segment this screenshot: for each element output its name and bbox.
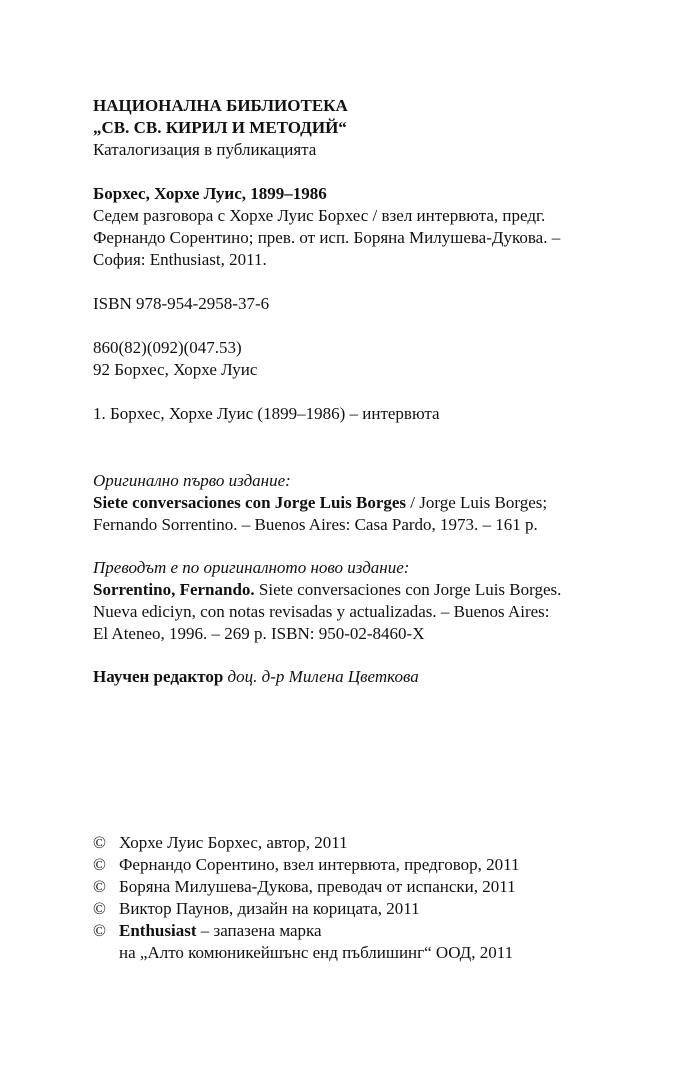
editor-label: Научен редактор bbox=[93, 667, 224, 686]
catalog-record bbox=[93, 183, 653, 271]
original-heading: Оригинално първо издание: bbox=[93, 471, 291, 490]
translation-heading: Преводът е по оригиналното ново издание: bbox=[93, 558, 410, 577]
translation-source bbox=[93, 557, 653, 645]
translation-line2: Nueva ediciyn, con notas revisadas y actualizadas. – Buenos Aires: bbox=[93, 602, 550, 621]
original-edition bbox=[93, 470, 653, 536]
library-name-line2: „СВ. СВ. КИРИЛ И МЕТОДИЙ“ bbox=[93, 118, 347, 137]
copyright-text: Фернандо Сорентино, взел интервюта, предговор, 2011 bbox=[119, 855, 520, 874]
original-line2: Fernando Sorrentino. – Buenos Aires: Casa Pardo, 1973. – 161 p. bbox=[93, 515, 538, 534]
record-desc-line1: Седем разговора с Хорхе Луис Борхес / взел интервюта, предг. bbox=[93, 206, 546, 225]
copyright-symbol: © bbox=[93, 833, 106, 852]
catalog-note: Каталогизация в публикацията bbox=[93, 140, 317, 159]
copyright-text: Боряна Милушева-Дукова, преводач от испански, 2011 bbox=[119, 877, 516, 896]
record-desc-line2: Фернандо Сорентино; прев. от исп. Боряна Милушева-Дукова. – bbox=[93, 228, 561, 247]
record-subject: 1. Борхес, Хорхе Луис (1899–1986) – интервюта bbox=[93, 404, 440, 423]
record-isbn: ISBN 978-954-2958-37-6 bbox=[93, 294, 270, 313]
copyright-text: Хорхе Луис Борхес, автор, 2011 bbox=[119, 833, 348, 852]
copyright-line bbox=[93, 898, 653, 920]
copyright-line bbox=[93, 876, 653, 898]
scientific-editor bbox=[93, 666, 653, 688]
translation-line1 bbox=[93, 579, 653, 601]
copyright-symbol: © bbox=[93, 899, 106, 918]
trademark-owner: на „Алто комюникейшънс енд пъблишинг“ ООД, 2011 bbox=[119, 943, 514, 962]
translation-line3: El Ateneo, 1996. – 269 p. ISBN: 950-02-8460-X bbox=[93, 624, 425, 643]
udc-line1: 860(82)(092)(047.53) bbox=[93, 338, 242, 357]
copyright-symbol: © bbox=[93, 921, 106, 940]
original-title: Siete conversaciones con Jorge Luis Borges bbox=[93, 493, 407, 512]
udc-block bbox=[93, 337, 653, 381]
editor-name: доц. д-р Милена Цветкова bbox=[223, 667, 419, 686]
record-desc-line3: София: Enthusiast, 2011. bbox=[93, 250, 267, 269]
original-title-rest: / Jorge Luis Borges; bbox=[406, 493, 548, 512]
copyright-line bbox=[93, 832, 653, 854]
trademark-name: Enthusiast bbox=[119, 921, 197, 940]
imprint-page bbox=[93, 95, 653, 688]
record-author: Борхес, Хорхе Луис, 1899–1986 bbox=[93, 184, 327, 203]
copyright-line bbox=[93, 854, 653, 876]
copyright-text: Виктор Паунов, дизайн на корицата, 2011 bbox=[119, 899, 420, 918]
udc-line2: 92 Борхес, Хорхе Луис bbox=[93, 360, 258, 379]
library-name-line1: НАЦИОНАЛНА БИБЛИОТЕКА bbox=[93, 96, 348, 115]
copyright-block bbox=[93, 832, 653, 964]
copyright-symbol: © bbox=[93, 877, 106, 896]
library-header bbox=[93, 95, 653, 161]
copyright-symbol: © bbox=[93, 855, 106, 874]
translation-author: Sorrentino, Fernando. bbox=[93, 580, 255, 599]
trademark-text: – запазена марка bbox=[196, 921, 322, 940]
original-line1 bbox=[93, 492, 653, 514]
translation-line1-rest: Siete conversaciones con Jorge Luis Borges. bbox=[254, 580, 562, 599]
copyright-line bbox=[93, 920, 653, 942]
